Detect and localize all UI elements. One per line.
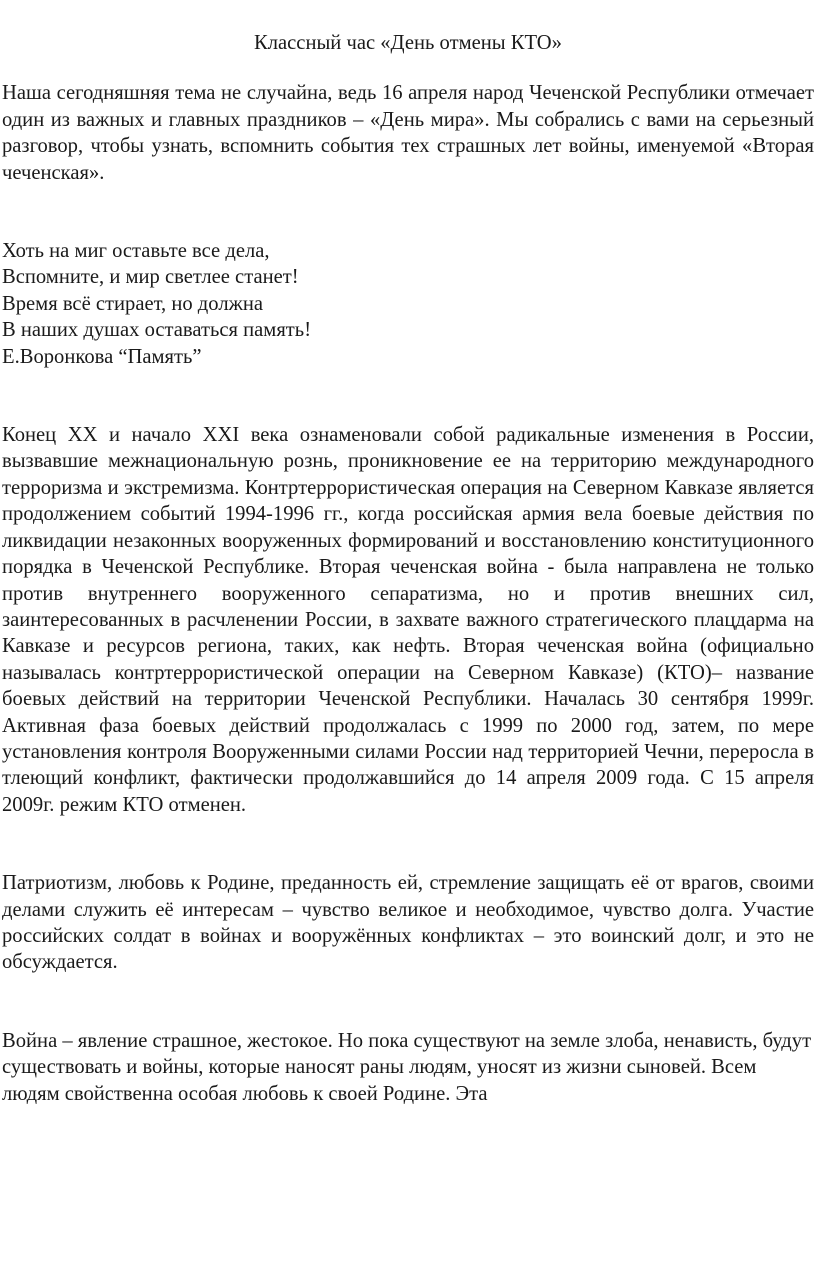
intro-paragraph: Наша сегодняшняя тема не случайна, ведь 16 апреля народ Чеченской Республики отмечает один из важных и главных праздников – «День мира». Мы собрались с вами на серьезный разговор, чтобы узнать, вспомнить события тех страшных лет войны, именуемой «Вторая чеченская». — [2, 82, 814, 184]
poem-line-2: Вспомните, и мир светлее станет! — [2, 266, 299, 289]
poem-line-4: В наших душах оставаться память! — [2, 319, 312, 342]
patriotism-paragraph: Патриотизм, любовь к Родине, преданность ей, стремление защищать её от врагов, своими делами служить её интересам – чувство великое и необходимое, чувство долга. Участие российских солдат в войнах и вооружённых конфликтах – это воинский долг, и это не обсуждается. — [2, 872, 814, 974]
poem-line-1: Хоть на миг оставьте все дела, — [2, 240, 270, 263]
history-paragraph: Конец XX и начало XXI века ознаменовали собой радикальные изменения в России, вызвавшие межнациональную рознь, проникновение ее на территорию международного терроризма и экстремизма. Контртеррористическая операция на Северном Кавказе является продолжением событий 1994-1996 гг., когда российская армия вела боевые действия по ликвидации незаконных вооруженных формирований и восстановлению конституционного порядка в Чеченской Республике. Вторая чеченская война - была направлена не только против внутреннего вооруженного сепаратизма, но и против внешних сил, заинтересованных в расчленении России, в захвате важного стратегического плацдарма на Кавказе и ресурсов региона, таких, как нефть. Вторая чеченская война (официально называлась контртеррористической операции на Северном Кавказе) (КТО)– название боевых действий на территории Чеченской Республики. Началась 30 сентября 1999г. Активная фаза боевых действий продолжалась с 1999 по 2000 год, затем, по мере установления контроля Вооруженными силами России над территорией Чечни, переросла в тлеющий конфликт, фактически продолжавшийся до 14 апреля 2009 года. С 15 апреля 2009г. режим КТО отменен. — [2, 424, 814, 816]
spacer — [2, 370, 814, 422]
spacer — [2, 976, 814, 1028]
spacer — [2, 818, 814, 870]
poem-author: Е.Воронкова “Память” — [2, 345, 202, 368]
poem-block — [2, 238, 814, 370]
war-paragraph: Война – явление страшное, жестокое. Но пока существуют на земле злоба, ненависть, будут существовать и войны, которые наносят раны людям, уносят из жизни сыновей. Всем людям свойственна особая любовь к своей Родине. Эта — [2, 1029, 812, 1105]
spacer — [2, 186, 814, 238]
document-title: Классный час «День отмены КТО» — [254, 32, 562, 54]
poem-line-3: Время всё стирает, но должна — [2, 292, 263, 315]
